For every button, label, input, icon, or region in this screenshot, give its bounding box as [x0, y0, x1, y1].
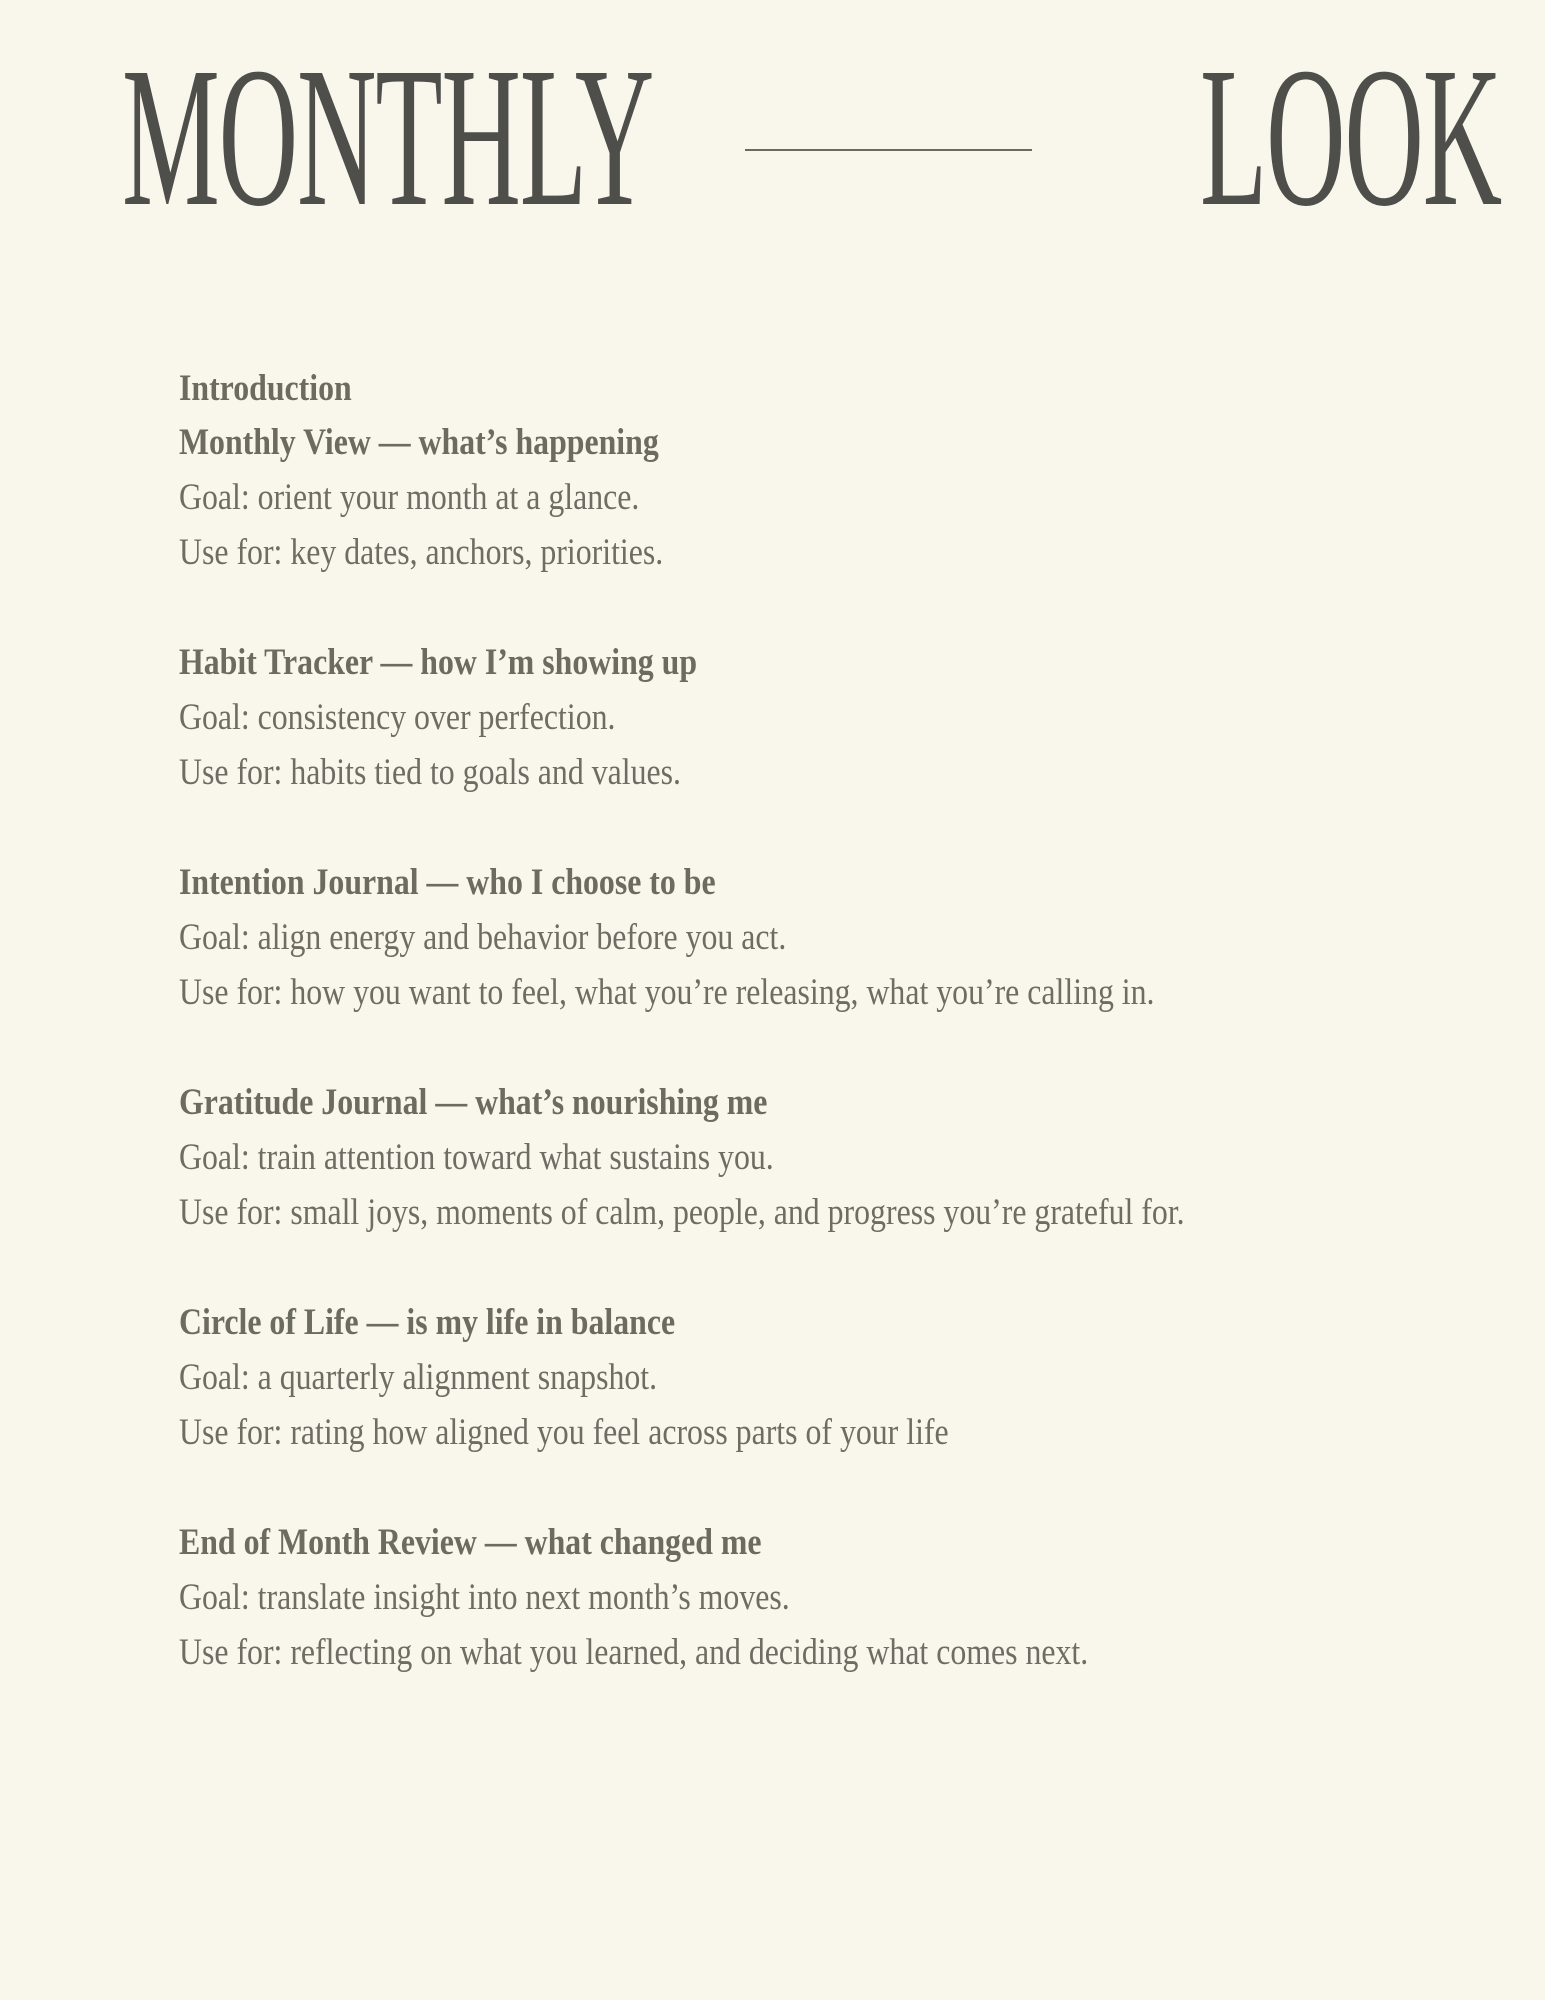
section-use-for: Use for: how you want to feel, what you’re releasing, what you’re calling in. [179, 972, 1155, 1013]
section-heading: End of Month Review — what changed me [179, 1522, 762, 1563]
section-goal: Goal: translate insight into next month’s moves. [179, 1577, 790, 1618]
section-goal: Goal: a quarterly alignment snapshot. [179, 1357, 658, 1398]
section-end-of-month-review [179, 1516, 1429, 1680]
section-heading: Habit Tracker — how I’m showing up [179, 642, 698, 683]
title-monthly: MONTHLY [122, 27, 654, 248]
section-monthly-view [179, 416, 1429, 580]
contents-list [179, 362, 1429, 1736]
section-habit-tracker [179, 636, 1429, 800]
section-heading: Intention Journal — who I choose to be [179, 862, 716, 903]
section-goal: Goal: consistency over perfection. [179, 697, 616, 738]
section-goal: Goal: orient your month at a glance. [179, 477, 640, 518]
section-gratitude-journal [179, 1076, 1429, 1240]
page-header [0, 0, 1545, 248]
title-divider-rule [745, 149, 1032, 151]
section-circle-of-life [179, 1296, 1429, 1460]
section-goal: Goal: train attention toward what sustains you. [179, 1137, 774, 1178]
section-use-for: Use for: habits tied to goals and values. [179, 752, 681, 793]
section-heading: Circle of Life — is my life in balance [179, 1302, 676, 1343]
section-use-for: Use for: reflecting on what you learned, and deciding what comes next. [179, 1632, 1089, 1673]
section-heading: Monthly View — what’s happening [179, 422, 659, 463]
section-heading: Gratitude Journal — what’s nourishing me [179, 1082, 768, 1123]
section-use-for: Use for: rating how aligned you feel across parts of your life [179, 1412, 949, 1453]
title-look: LOOK [1200, 27, 1502, 248]
section-intention-journal [179, 856, 1429, 1020]
intro-heading: Introduction [179, 368, 352, 409]
section-use-for: Use for: small joys, moments of calm, people, and progress you’re grateful for. [179, 1192, 1185, 1233]
section-use-for: Use for: key dates, anchors, priorities. [179, 532, 664, 573]
section-goal: Goal: align energy and behavior before you act. [179, 917, 787, 958]
